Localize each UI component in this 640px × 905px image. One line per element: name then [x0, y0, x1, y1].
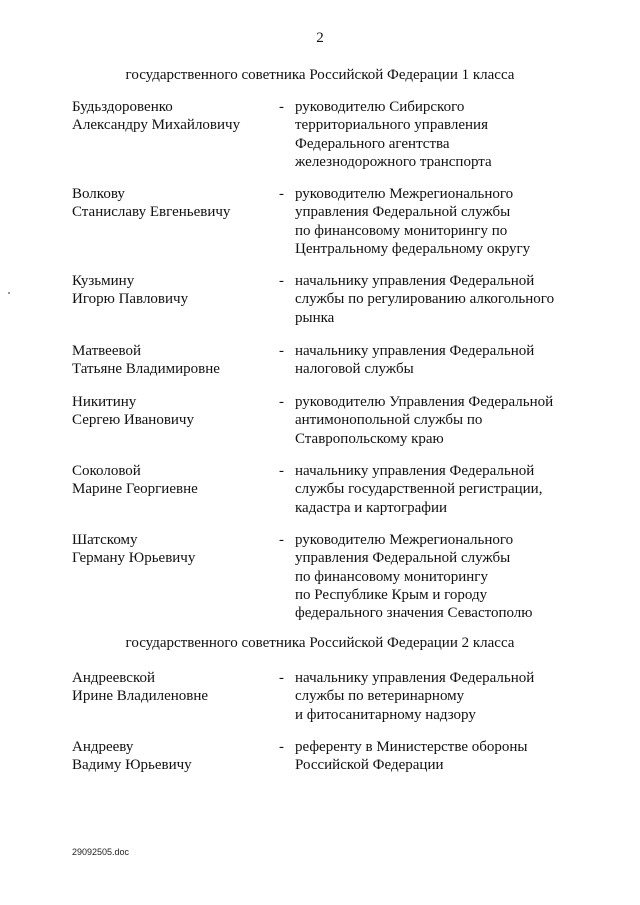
recipient-given-names: Александру Михайловичу: [72, 117, 241, 134]
position-line: Центральному федеральному округу: [295, 240, 531, 257]
position-line: руководителю Межрегионального: [295, 186, 514, 202]
position-line: начальнику управления Федеральной: [295, 670, 535, 686]
separator-dash: -: [279, 463, 284, 479]
section-heading-class-1: государственного советника Российской Федерации 1 класса: [125, 67, 515, 83]
recipient-position: [295, 669, 595, 724]
position-line: референту в Министерстве обороны: [295, 739, 528, 755]
recipient-position: [295, 738, 595, 775]
position-line: начальнику управления Федеральной: [295, 273, 535, 289]
position-line: по Республике Крым и городу: [295, 586, 488, 603]
recipient-surname: Будьздоровенко: [72, 99, 173, 115]
position-line: службы государственной регистрации,: [295, 481, 543, 498]
recipient-name: [72, 462, 272, 499]
recipient-position: [295, 531, 595, 622]
separator-dash: -: [279, 670, 284, 686]
recipient-surname: Соколовой: [72, 463, 141, 479]
position-line: и фитосанитарному надзору: [295, 706, 476, 723]
separator-dash: -: [279, 186, 284, 202]
recipient-name: [72, 98, 272, 135]
recipient-name: [72, 185, 272, 222]
position-line: управления Федеральной службы: [295, 204, 511, 221]
recipient-position: [295, 185, 595, 258]
position-line: руководителю Управления Федеральной: [295, 394, 554, 410]
recipient-given-names: Сергею Ивановичу: [72, 412, 194, 429]
recipient-name: [72, 531, 272, 568]
recipient-surname: Андрееву: [72, 739, 134, 755]
recipient-given-names: Вадиму Юрьевичу: [72, 757, 192, 774]
recipient-given-names: Игорю Павловичу: [72, 291, 189, 308]
recipient-surname: Шатскому: [72, 532, 138, 548]
position-line: руководителю Сибирского: [295, 99, 465, 115]
position-line: федерального значения Севастополю: [295, 605, 533, 622]
recipient-given-names: Ирине Владиленовне: [72, 688, 209, 705]
position-line: антимонопольной службы по: [295, 412, 483, 429]
recipient-name: [72, 342, 272, 379]
separator-dash: -: [279, 739, 284, 755]
recipient-surname: Андреевской: [72, 670, 156, 686]
recipient-position: [295, 272, 595, 327]
recipient-given-names: Станиславу Евгеньевичу: [72, 204, 231, 221]
position-line: рынка: [295, 309, 335, 326]
separator-dash: -: [279, 273, 284, 289]
separator-dash: -: [279, 343, 284, 359]
recipient-given-names: Татьяне Владимировне: [72, 361, 220, 378]
recipient-surname: Матвеевой: [72, 343, 141, 359]
recipient-given-names: Марине Георгиевне: [72, 481, 198, 498]
recipient-name: [72, 393, 272, 430]
position-line: Федерального агентства: [295, 135, 450, 152]
position-line: начальнику управления Федеральной: [295, 343, 535, 359]
recipient-position: [295, 342, 595, 379]
position-line: территориального управления: [295, 117, 488, 134]
position-line: руководителю Межрегионального: [295, 532, 514, 548]
position-line: службы по ветеринарному: [295, 688, 465, 705]
recipient-position: [295, 98, 595, 171]
recipient-surname: Кузьмину: [72, 273, 135, 289]
position-line: службы по регулированию алкогольного: [295, 291, 555, 308]
position-line: Российской Федерации: [295, 757, 444, 774]
position-line: по финансовому мониторингу по: [295, 222, 508, 239]
separator-dash: -: [279, 394, 284, 410]
recipient-surname: Никитину: [72, 394, 137, 410]
recipient-given-names: Герману Юрьевичу: [72, 550, 196, 567]
recipient-name: [72, 669, 272, 706]
position-line: железнодорожного транспорта: [295, 153, 492, 170]
position-line: управления Федеральной службы: [295, 550, 511, 567]
position-line: по финансовому мониторингу: [295, 568, 488, 585]
section-heading-class-2: государственного советника Российской Федерации 2 класса: [125, 635, 515, 651]
document-file-code: 29092505.doc: [72, 847, 130, 857]
recipient-position: [295, 462, 595, 517]
page-number: 2: [316, 30, 324, 46]
scan-mark: [8, 292, 10, 294]
recipient-name: [72, 738, 272, 775]
separator-dash: -: [279, 99, 284, 115]
position-line: налоговой службы: [295, 361, 414, 378]
recipient-position: [295, 393, 595, 448]
position-line: начальнику управления Федеральной: [295, 463, 535, 479]
position-line: Ставропольскому краю: [295, 430, 444, 447]
recipient-surname: Волкову: [72, 186, 125, 202]
position-line: кадастра и картографии: [295, 499, 448, 516]
separator-dash: -: [279, 532, 284, 548]
recipient-name: [72, 272, 272, 309]
